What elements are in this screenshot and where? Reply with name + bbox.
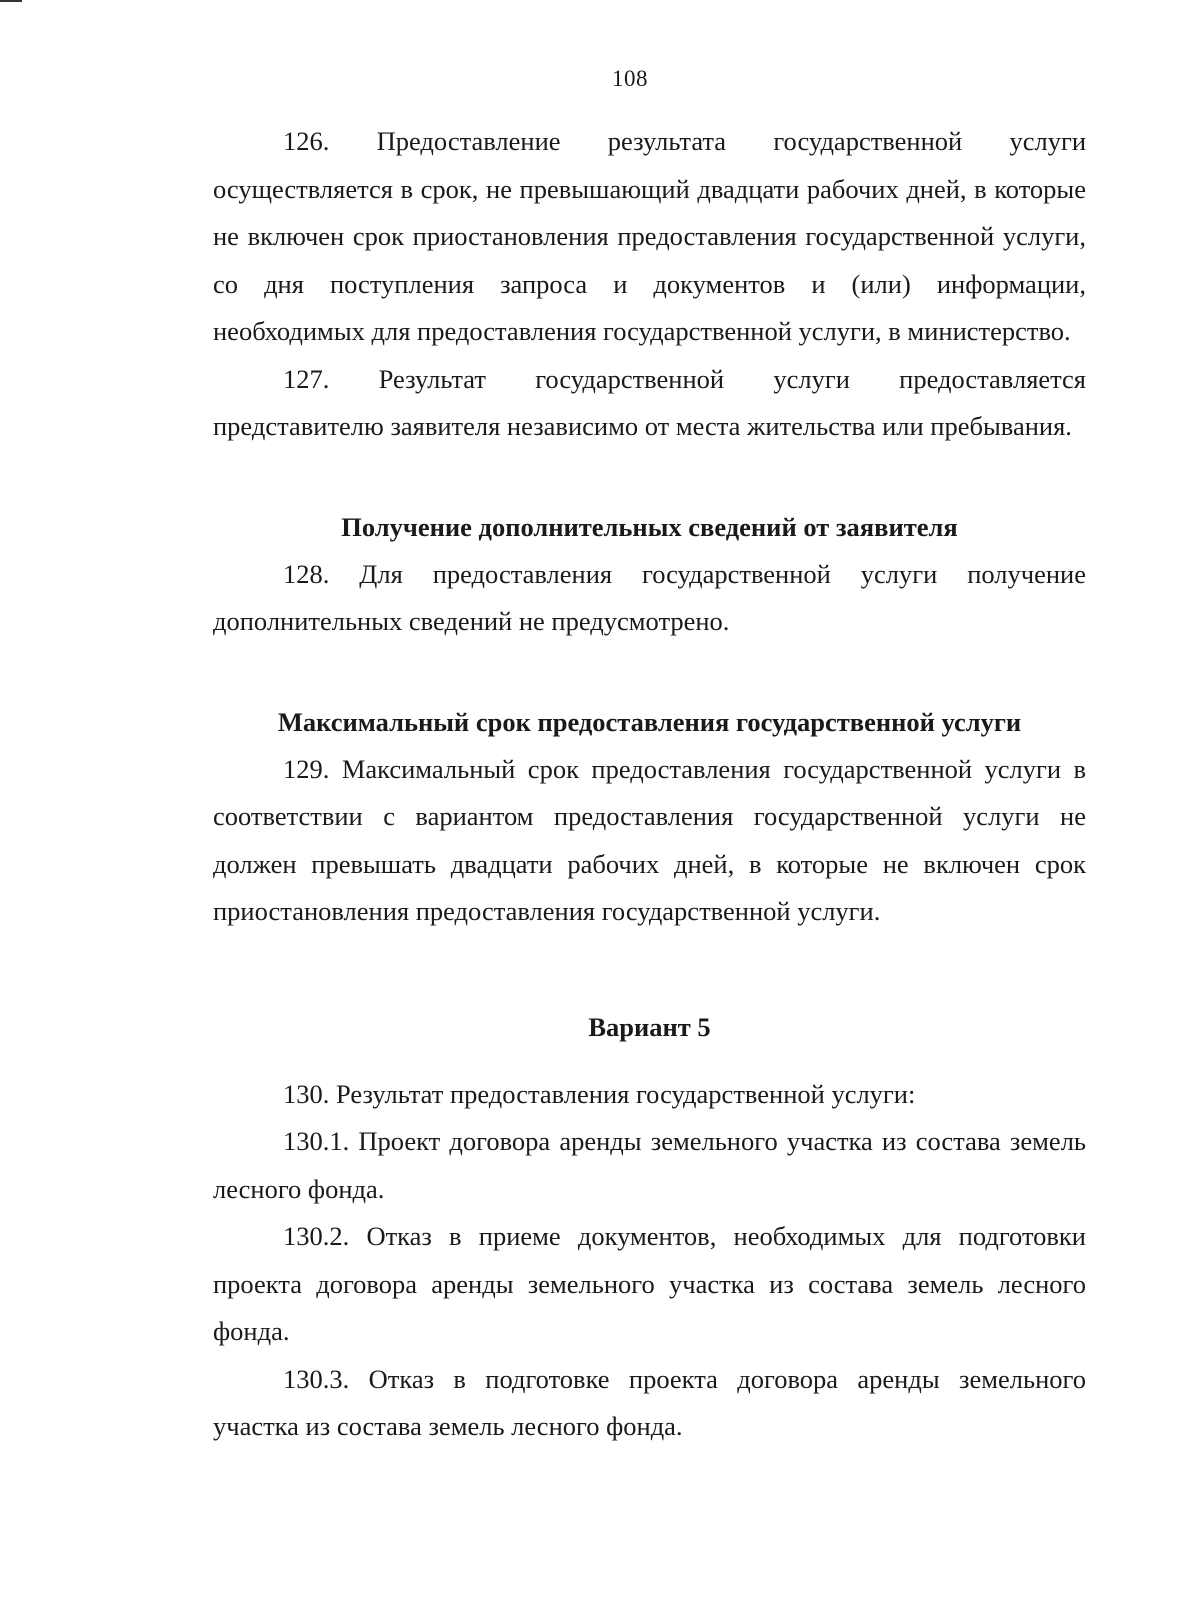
paragraph-128: 128. Для предоставления государственной услуги получение дополнительных сведений не предусмотрено. [213,558,1086,636]
scan-edge-mark [0,0,22,2]
section-heading-variant-5: Вариант 5 [588,1011,711,1042]
section-heading-additional-info: Получение дополнительных сведений от заявителя [341,511,958,542]
document-body [213,118,1086,1451]
paragraph-130-2: 130.2. Отказ в приеме документов, необходимых для подготовки проекта договора аренды земельного участка из состава земель лесного фонда. [213,1221,1086,1346]
paragraph-129: 129. Максимальный срок предоставления государственной услуги в соответствии с вариантом предоставления государственной услуги не должен превышать двадцати рабочих дней, в которые не включен срок приостановления предоставления государственной услуги. [213,753,1086,926]
paragraph-130-3: 130.3. Отказ в подготовке проекта договора аренды земельного участка из состава земель лесного фонда. [213,1363,1086,1441]
section-heading-max-term: Максимальный срок предоставления государственной услуги [277,706,1022,737]
page-number: 108 [612,66,648,91]
paragraph-126: 126. Предоставление результата государственной услуги осуществляется в срок, не превышающий двадцати рабочих дней, в которые не включен срок приостановления предоставления государственной услуги, со дня поступления запроса и документов и (или) информации, необходимых для предоставления государственной услуги, в министерство. [213,126,1086,346]
paragraph-130: 130. Результат предоставления государственной услуги: [283,1078,916,1109]
paragraph-130-1: 130.1. Проект договора аренды земельного участка из состава земель лесного фонда. [213,1126,1086,1204]
paragraph-127: 127. Результат государственной услуги предоставляется представителю заявителя независимо от места жительства или пребывания. [213,363,1086,441]
